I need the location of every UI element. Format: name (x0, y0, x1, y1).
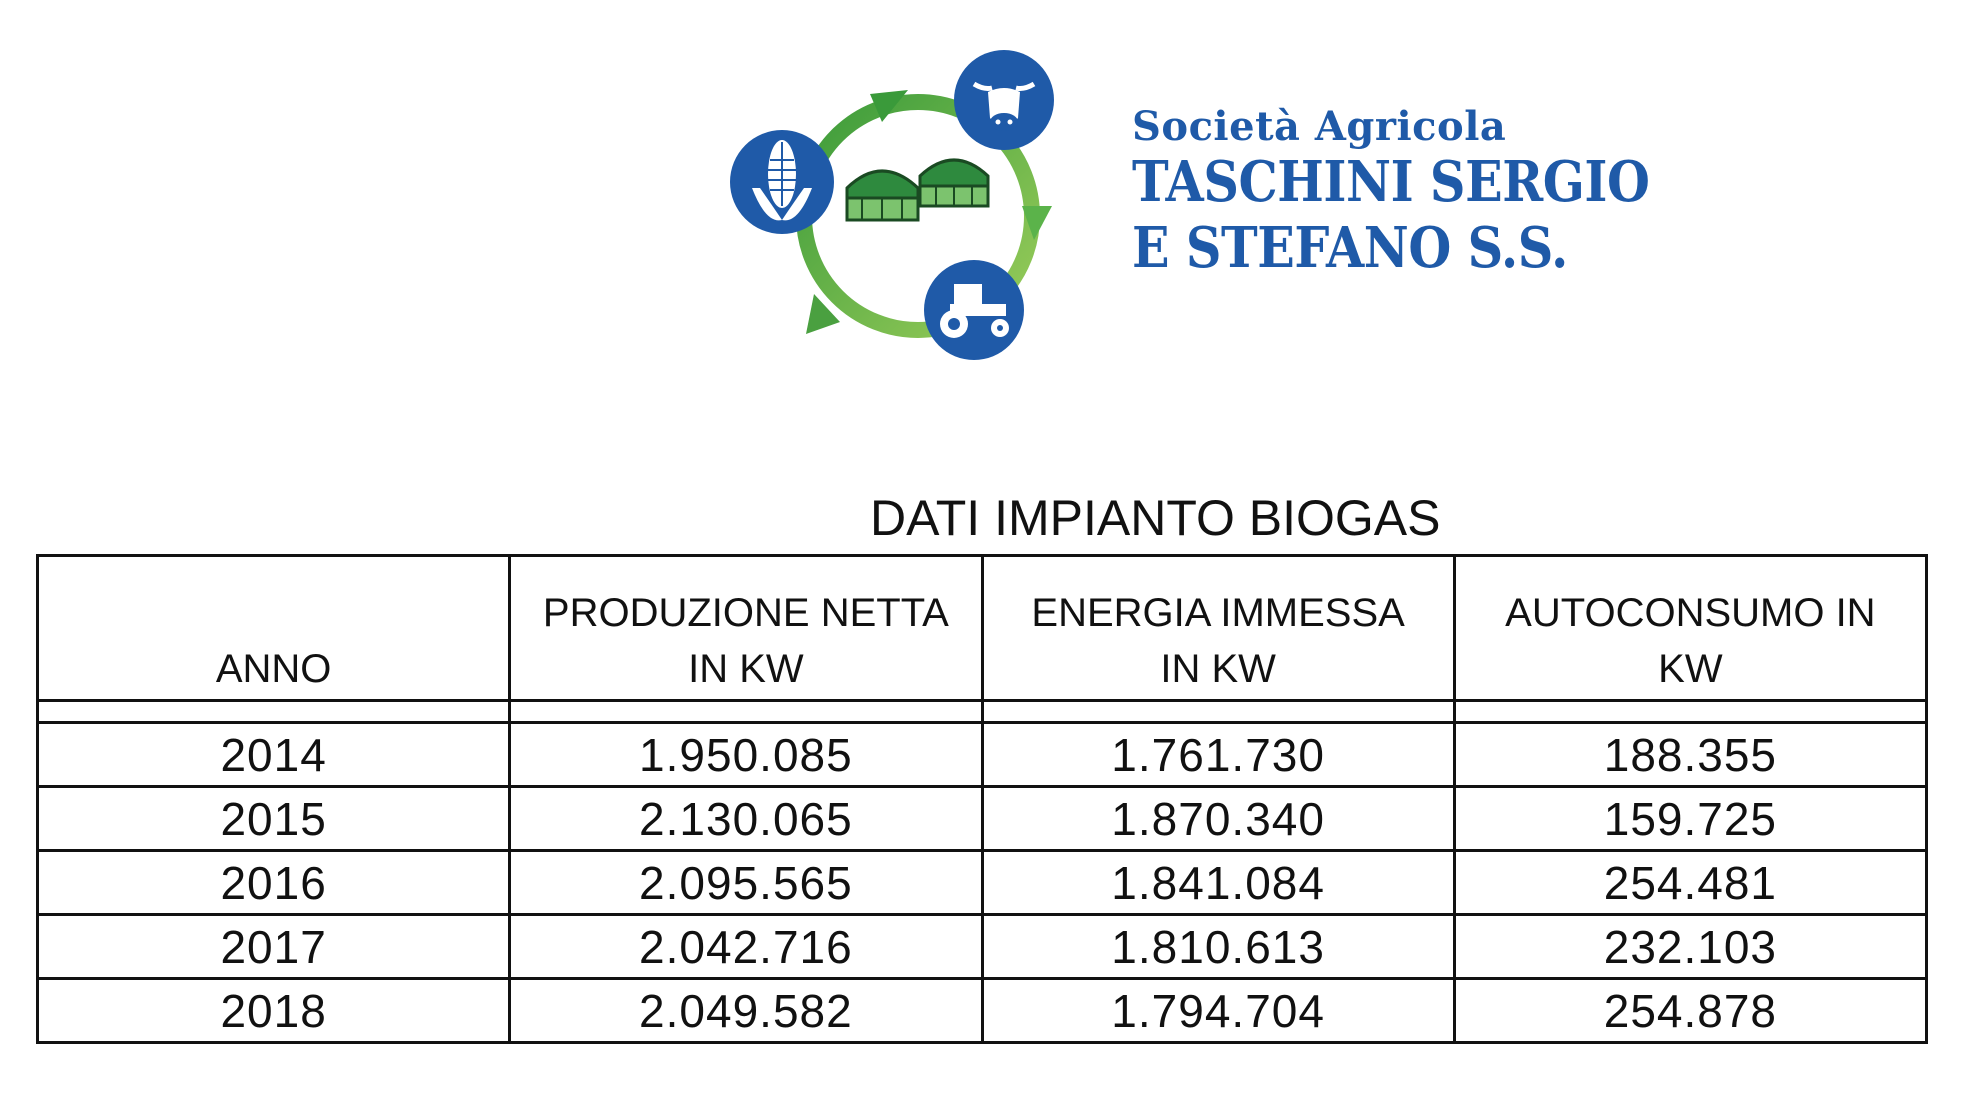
biogas-dome-icon (847, 160, 988, 220)
cell-energia-immessa: 1.794.704 (982, 979, 1454, 1043)
company-name-line2: TASCHINI SERGIO (1132, 149, 1650, 215)
table-row (38, 723, 1927, 787)
cell-produzione-netta: 2.049.582 (510, 979, 982, 1043)
cell-anno: 2016 (38, 851, 510, 915)
cell-produzione-netta: 2.095.565 (510, 851, 982, 915)
header-produzione-netta: PRODUZIONE NETTA IN KW (510, 556, 982, 701)
cell-produzione-netta: 2.130.065 (510, 787, 982, 851)
table-row (38, 851, 1927, 915)
cell-anno: 2018 (38, 979, 510, 1043)
cell-anno: 2015 (38, 787, 510, 851)
header-autoconsumo: AUTOCONSUMO IN KW (1454, 556, 1926, 701)
table-title: DATI IMPIANTO BIOGAS (870, 490, 1441, 546)
cow-icon (954, 50, 1054, 150)
biogas-data-table (36, 554, 1928, 1044)
cell-autoconsumo: 232.103 (1454, 915, 1926, 979)
table-row (38, 915, 1927, 979)
cell-energia-immessa: 1.841.084 (982, 851, 1454, 915)
company-logo (722, 48, 1088, 364)
spacer-cell (982, 701, 1454, 723)
cell-autoconsumo: 254.878 (1454, 979, 1926, 1043)
cell-autoconsumo: 254.481 (1454, 851, 1926, 915)
table-row (38, 979, 1927, 1043)
cell-energia-immessa: 1.761.730 (982, 723, 1454, 787)
cell-energia-immessa: 1.810.613 (982, 915, 1454, 979)
cell-produzione-netta: 2.042.716 (510, 915, 982, 979)
cell-autoconsumo: 159.725 (1454, 787, 1926, 851)
table-row (38, 787, 1927, 851)
header-anno: ANNO (38, 556, 510, 701)
spacer-cell (38, 701, 510, 723)
header-energia-immessa: ENERGIA IMMESSA IN KW (982, 556, 1454, 701)
company-name-line1: Società Agricola (1132, 103, 1507, 150)
table-header-row (38, 556, 1927, 701)
tractor-icon (924, 260, 1024, 360)
cell-energia-immessa: 1.870.340 (982, 787, 1454, 851)
cell-autoconsumo: 188.355 (1454, 723, 1926, 787)
cell-anno: 2017 (38, 915, 510, 979)
cell-produzione-netta: 1.950.085 (510, 723, 982, 787)
corn-icon (730, 130, 834, 234)
table-spacer-row (38, 701, 1927, 723)
spacer-cell (1454, 701, 1926, 723)
company-name-line3: E STEFANO S.S. (1132, 215, 1568, 281)
company-name (1132, 105, 1720, 281)
spacer-cell (510, 701, 982, 723)
cell-anno: 2014 (38, 723, 510, 787)
